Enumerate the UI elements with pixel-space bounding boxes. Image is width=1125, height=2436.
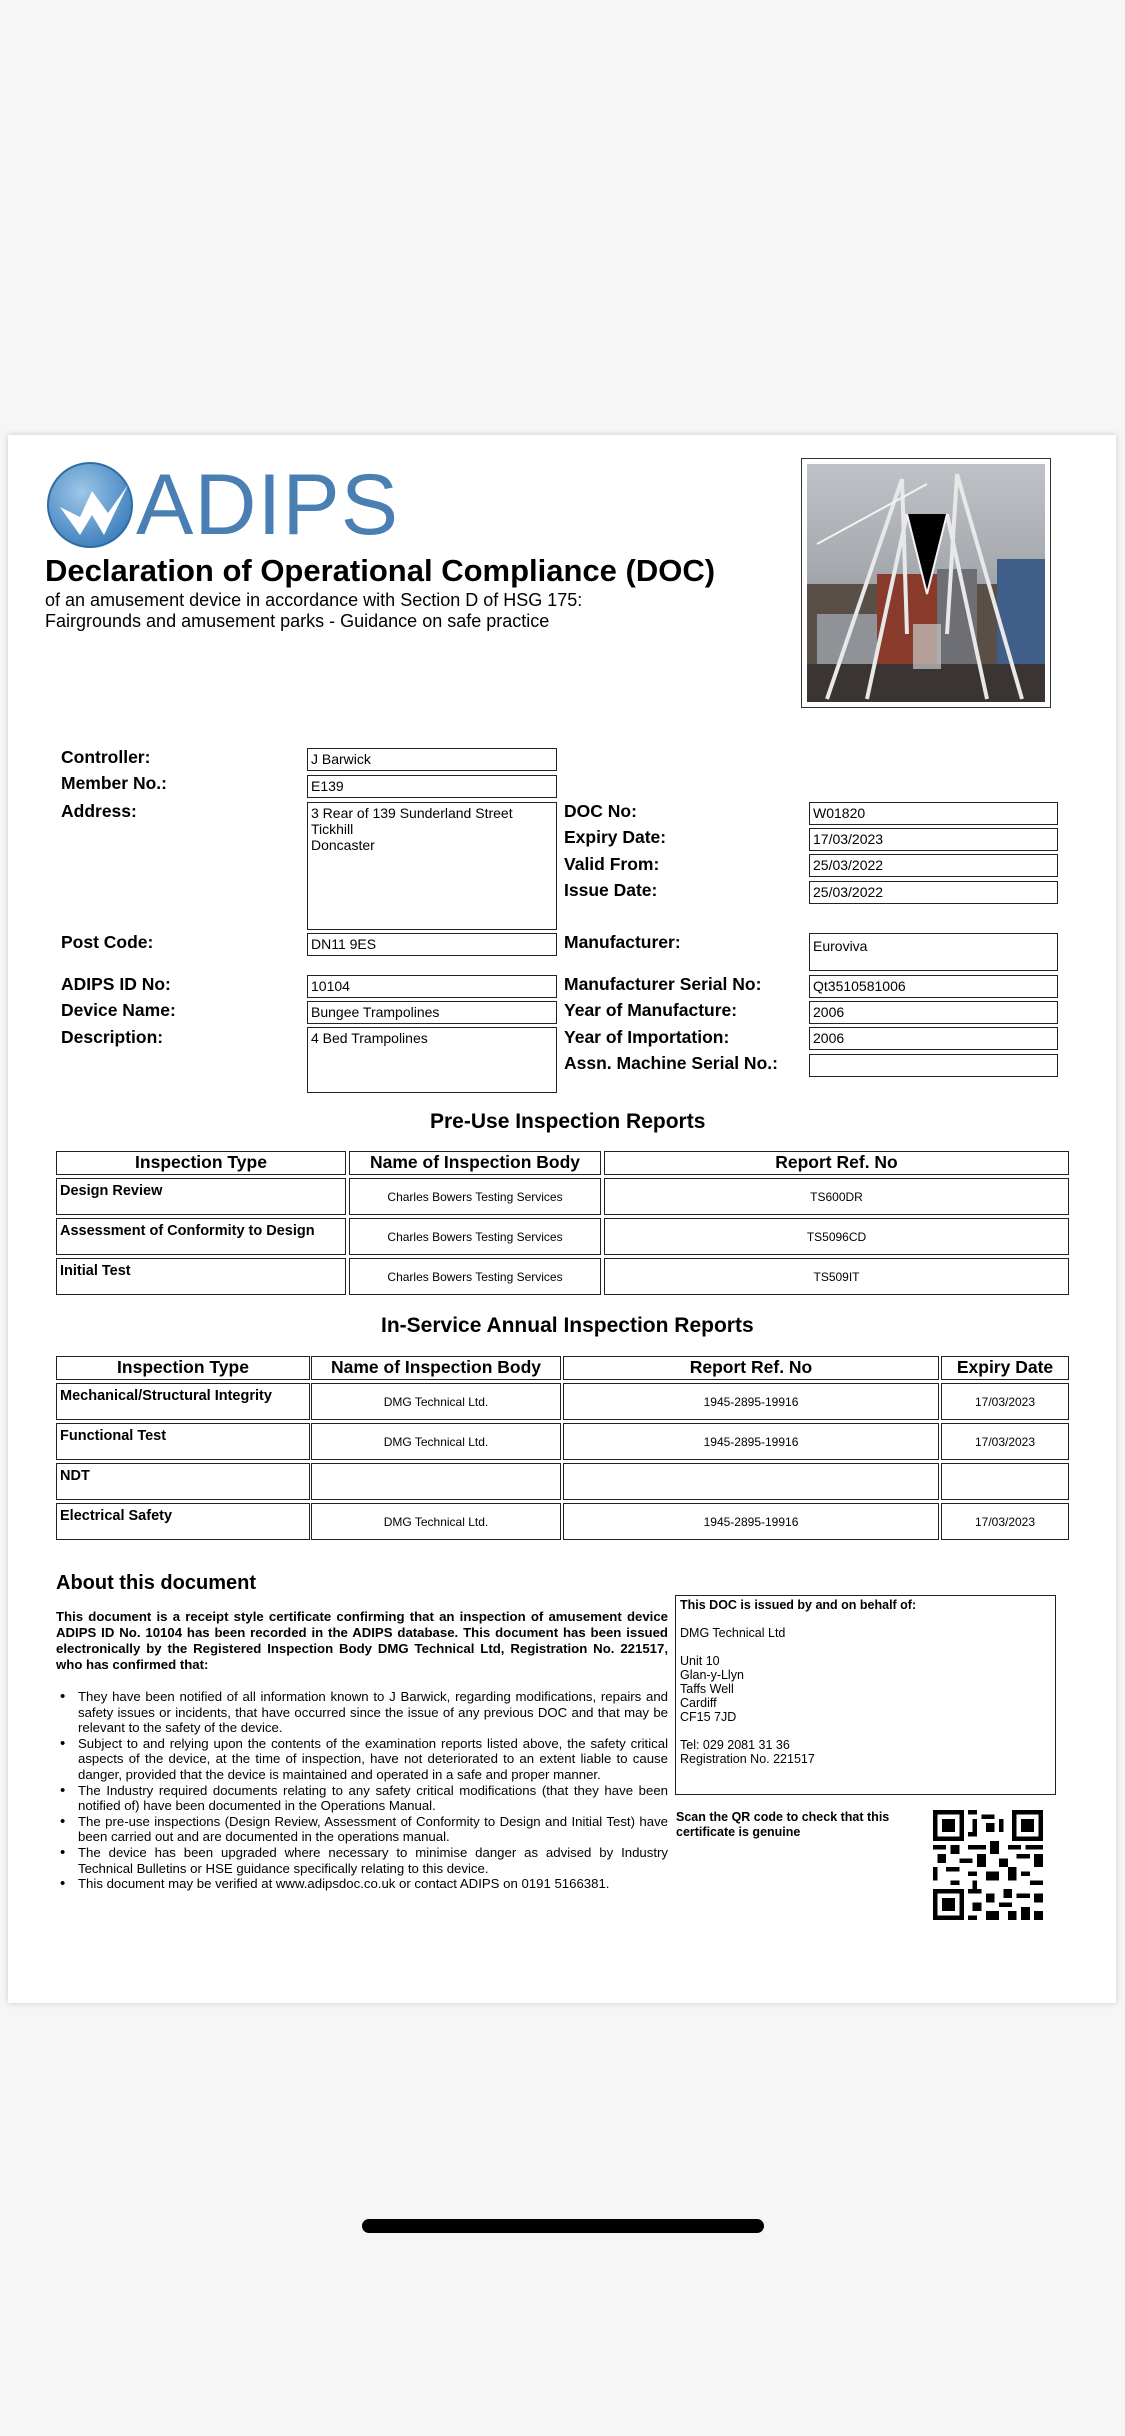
device-photo-image (807, 464, 1045, 702)
about-bullet: • They have been notified of all information known to J Barwick, regarding modifications, repairs and safety issues or incidents, that have occurred since the issue of any previous DOC and that may be relevant to the safety of the device. (56, 1689, 668, 1736)
manufacturer-value: Euroviva (809, 933, 1058, 971)
inservice-row-0-type: Mechanical/Structural Integrity (56, 1383, 310, 1420)
issuer-heading: This DOC is issued by and on behalf of: (680, 1598, 917, 1612)
issuer-box (675, 1595, 1056, 1795)
about-bullet: • This document may be verified at www.adipsdoc.co.uk or contact ADIPS on 0191 5166381. (56, 1876, 668, 1892)
page-title: Declaration of Operational Compliance (DOC) (45, 553, 716, 588)
preuse-title: Pre-Use Inspection Reports (430, 1110, 706, 1133)
controller-label: Controller: (61, 747, 151, 767)
inservice-row-0-expiry: 17/03/2023 (941, 1383, 1069, 1420)
issuer-contact: Tel: 029 2081 31 36 Registration No. 221517 (680, 1738, 815, 1766)
qr-note: Scan the QR code to check that this certificate is genuine (676, 1810, 890, 1839)
doc-no-value: W01820 (809, 802, 1058, 825)
inservice-header-expiry: Expiry Date (941, 1356, 1069, 1380)
adips-logo-icon (46, 461, 134, 549)
page-subtitle: of an amusement device in accordance with Section D of HSG 175: Fairgrounds and amusement parks - Guidance on safe practice (45, 590, 583, 631)
preuse-row-0-body: Charles Bowers Testing Services (349, 1178, 601, 1215)
preuse-row-0-ref: TS600DR (604, 1178, 1069, 1215)
member-value: E139 (307, 775, 557, 798)
inservice-row-1-ref: 1945-2895-19916 (563, 1423, 939, 1460)
preuse-row-2-type: Initial Test (56, 1258, 346, 1295)
manufacturer-label: Manufacturer: (564, 932, 681, 952)
inservice-row-2-expiry (941, 1463, 1069, 1500)
serial-label: Manufacturer Serial No: (564, 974, 762, 994)
expiry-value: 17/03/2023 (809, 828, 1058, 851)
serial-value: Qt3510581006 (809, 975, 1058, 998)
inservice-row-1-body: DMG Technical Ltd. (311, 1423, 561, 1460)
preuse-row-1-body: Charles Bowers Testing Services (349, 1218, 601, 1255)
about-bullet: • The device has been upgraded where necessary to minimise danger as advised by Industry Technical Bulletins or HSE guidance specifically relating to this device. (56, 1845, 668, 1876)
logo-wordmark: ADIPS (136, 457, 400, 553)
preuse-header-body: Name of Inspection Body (349, 1151, 601, 1175)
inservice-header-body: Name of Inspection Body (311, 1356, 561, 1380)
inservice-header-ref: Report Ref. No (563, 1356, 939, 1380)
about-bullet: • The pre-use inspections (Design Review, Assessment of Conformity to Design and Initial Test) have been carried out and are documented in the operations manual. (56, 1814, 668, 1845)
about-bullet: • The Industry required documents relating to any safety critical modifications (that they have been notified of) have been documented in the Operations Manual. (56, 1783, 668, 1814)
year-import-label: Year of Importation: (564, 1027, 730, 1047)
adips-logo (46, 457, 400, 553)
inservice-row-0-ref: 1945-2895-19916 (563, 1383, 939, 1420)
about-bullets (56, 1689, 668, 1892)
about-bullet: • Subject to and relying upon the contents of the examination reports listed above, the safety critical aspects of the device, at the time of inspection, have not deteriorated to an extent liable to cause danger, provided that the device is maintained and operated in a safe and proper manner. (56, 1736, 668, 1783)
inservice-row-3-body: DMG Technical Ltd. (311, 1503, 561, 1540)
year-manufacture-label: Year of Manufacture: (564, 1000, 738, 1020)
device-name-label: Device Name: (61, 1000, 176, 1020)
inservice-header-type: Inspection Type (56, 1356, 310, 1380)
description-value: 4 Bed Trampolines (307, 1027, 557, 1093)
home-indicator[interactable] (362, 2219, 764, 2233)
doc-no-label: DOC No: (564, 801, 637, 821)
description-label: Description: (61, 1027, 164, 1047)
about-intro: This document is a receipt style certificate confirming that an inspection of amusement device ADIPS ID No. 10104 has been recorded in the ADIPS database. This document has been issued electronically by the Registered Inspection Body DMG Technical Ltd, Registration No. 221517, who has confirmed that: (56, 1609, 668, 1672)
preuse-row-1-ref: TS5096CD (604, 1218, 1069, 1255)
inservice-row-2-body (311, 1463, 561, 1500)
assn-serial-label: Assn. Machine Serial No.: (564, 1053, 778, 1073)
inservice-row-0-body: DMG Technical Ltd. (311, 1383, 561, 1420)
inservice-row-1-expiry: 17/03/2023 (941, 1423, 1069, 1460)
inservice-row-3-type: Electrical Safety (56, 1503, 310, 1540)
member-label: Member No.: (61, 773, 167, 793)
valid-from-label: Valid From: (564, 854, 660, 874)
issuer-name: DMG Technical Ltd (680, 1626, 786, 1640)
inservice-row-3-expiry: 17/03/2023 (941, 1503, 1069, 1540)
qr-code-icon[interactable] (933, 1810, 1043, 1920)
inservice-row-3-ref: 1945-2895-19916 (563, 1503, 939, 1540)
preuse-row-1-type: Assessment of Conformity to Design (56, 1218, 346, 1255)
issue-date-value: 25/03/2022 (809, 881, 1058, 904)
preuse-row-2-ref: TS509IT (604, 1258, 1069, 1295)
inservice-row-1-type: Functional Test (56, 1423, 310, 1460)
postcode-label: Post Code: (61, 932, 154, 952)
valid-from-value: 25/03/2022 (809, 854, 1058, 877)
postcode-value: DN11 9ES (307, 933, 557, 956)
preuse-header-ref: Report Ref. No (604, 1151, 1069, 1175)
device-photo (807, 464, 1045, 702)
preuse-row-2-body: Charles Bowers Testing Services (349, 1258, 601, 1295)
issuer-address: Unit 10 Glan-y-Llyn Taffs Well Cardiff CF15 7JD (680, 1654, 744, 1724)
controller-value: J Barwick (307, 748, 557, 771)
inservice-row-2-ref (563, 1463, 939, 1500)
expiry-label: Expiry Date: (564, 827, 667, 847)
device-name-value: Bungee Trampolines (307, 1001, 557, 1024)
preuse-header-type: Inspection Type (56, 1151, 346, 1175)
assn-serial-value (809, 1054, 1058, 1077)
about-title: About this document (56, 1572, 256, 1594)
address-label: Address: (61, 801, 137, 821)
device-photo-frame (801, 458, 1051, 708)
adips-id-label: ADIPS ID No: (61, 974, 171, 994)
inservice-row-2-type: NDT (56, 1463, 310, 1500)
inservice-title: In-Service Annual Inspection Reports (381, 1314, 754, 1337)
address-value: 3 Rear of 139 Sunderland Street Tickhill Doncaster (307, 802, 557, 930)
year-import-value: 2006 (809, 1027, 1058, 1050)
adips-id-value: 10104 (307, 975, 557, 998)
preuse-row-0-type: Design Review (56, 1178, 346, 1215)
certificate-page (8, 435, 1116, 2003)
issue-date-label: Issue Date: (564, 880, 658, 900)
year-manufacture-value: 2006 (809, 1001, 1058, 1024)
